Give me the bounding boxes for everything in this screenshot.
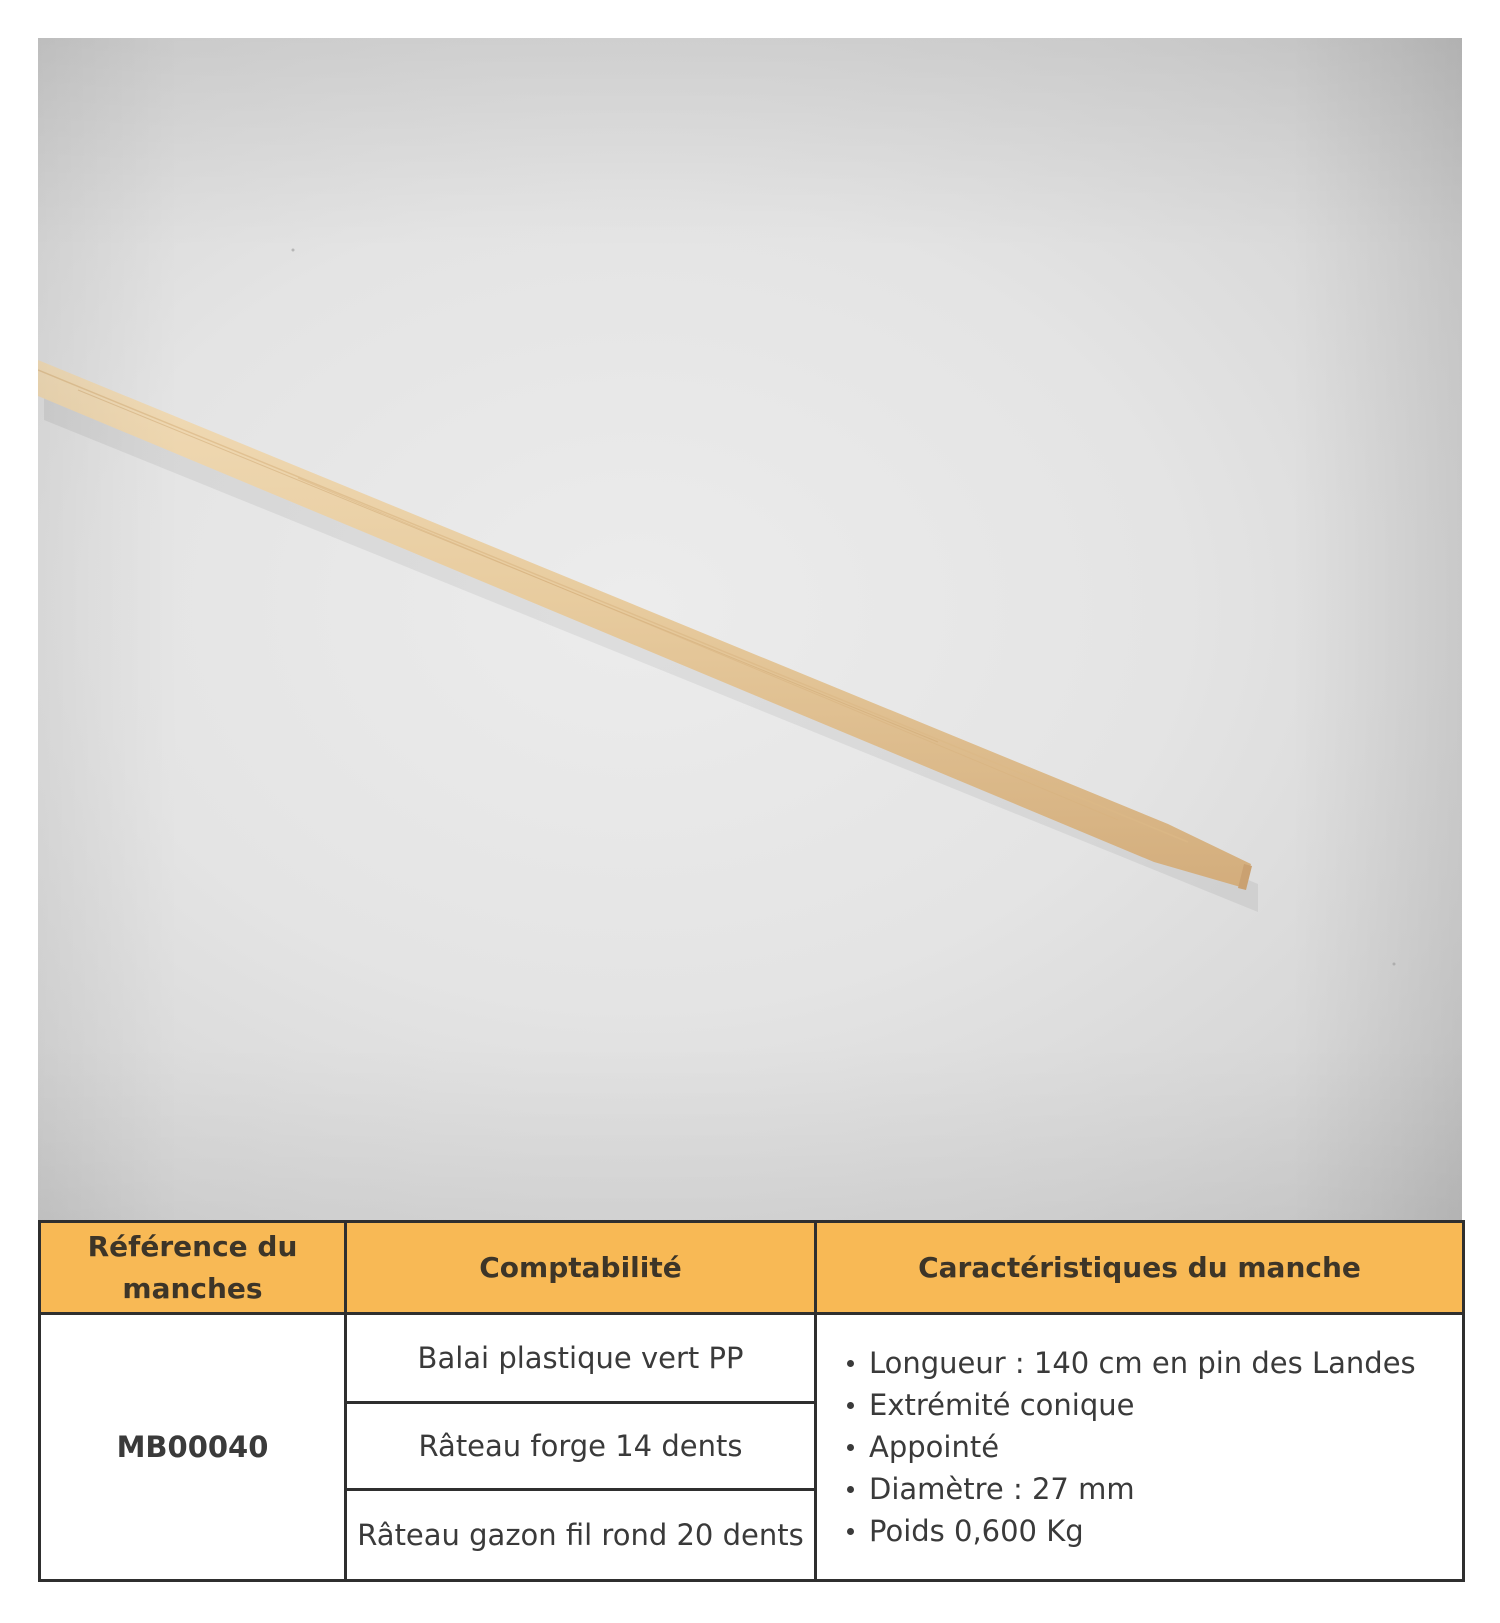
- table-header-row: [40, 1222, 1464, 1314]
- table-row: [40, 1314, 1464, 1403]
- feature-item: Diamètre : 27 mm: [847, 1468, 1462, 1510]
- compatibility-cell: Balai plastique vert PP: [346, 1314, 816, 1403]
- feature-item: Extrémité conique: [847, 1384, 1462, 1426]
- feature-item: Poids 0,600 Kg: [847, 1510, 1462, 1552]
- compatibility-cell: Râteau forge 14 dents: [346, 1403, 816, 1490]
- features-cell: [816, 1314, 1464, 1581]
- header-reference: Référence du manches: [40, 1222, 346, 1314]
- product-photo: [38, 38, 1462, 1220]
- compatibility-cell: Râteau gazon fil rond 20 dents: [346, 1490, 816, 1581]
- reference-cell: MB00040: [40, 1314, 346, 1581]
- wooden-handle-image: [38, 38, 1462, 1220]
- features-list: [847, 1342, 1462, 1552]
- handle-shaft: [38, 360, 1251, 888]
- header-compatibility: Comptabilité: [346, 1222, 816, 1314]
- header-features: Caractéristiques du manche: [816, 1222, 1464, 1314]
- spec-table: [38, 1220, 1465, 1582]
- feature-item: Longueur : 140 cm en pin des Landes: [847, 1342, 1462, 1384]
- feature-item: Appointé: [847, 1426, 1462, 1468]
